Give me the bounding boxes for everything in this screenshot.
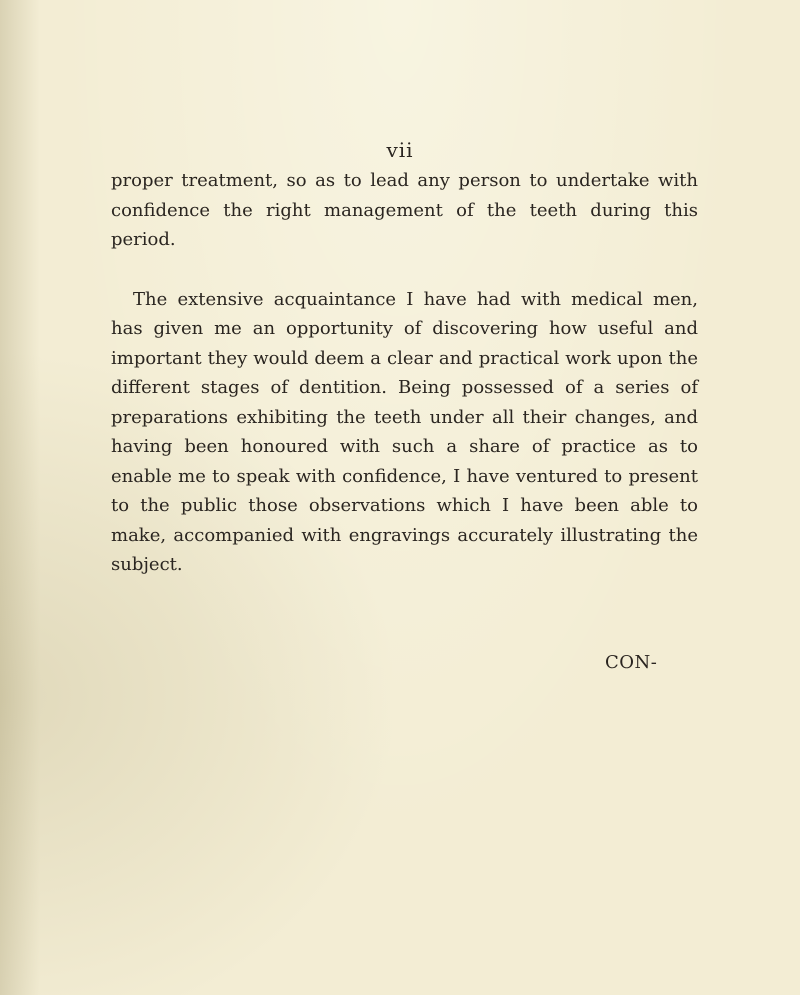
- page-number: vii: [386, 138, 414, 162]
- paragraph-continued: proper treatment, so as to lead any person to undertake with confidence the right management of the teeth during this period.: [111, 170, 698, 250]
- body-text: [111, 166, 698, 580]
- catchword: CON-: [605, 652, 658, 673]
- paragraph-acquaintance-text: The extensive acquaintance I have had with medical men, has given me an opportunity of discovering how useful and important they would deem a clear and practical work upon the different stages of dentition. Being possessed of a series of preparations exhibiting the teeth under all their changes, and having been honoured with such a share of practice as to enable me to speak with confidence, I have ventured to present to the public those observations which I have been able to make, accompanied with engravings accurately illustrating the subject.: [111, 288, 698, 575]
- paragraph-spacer: [111, 255, 698, 285]
- paragraph-acquaintance: [111, 285, 698, 580]
